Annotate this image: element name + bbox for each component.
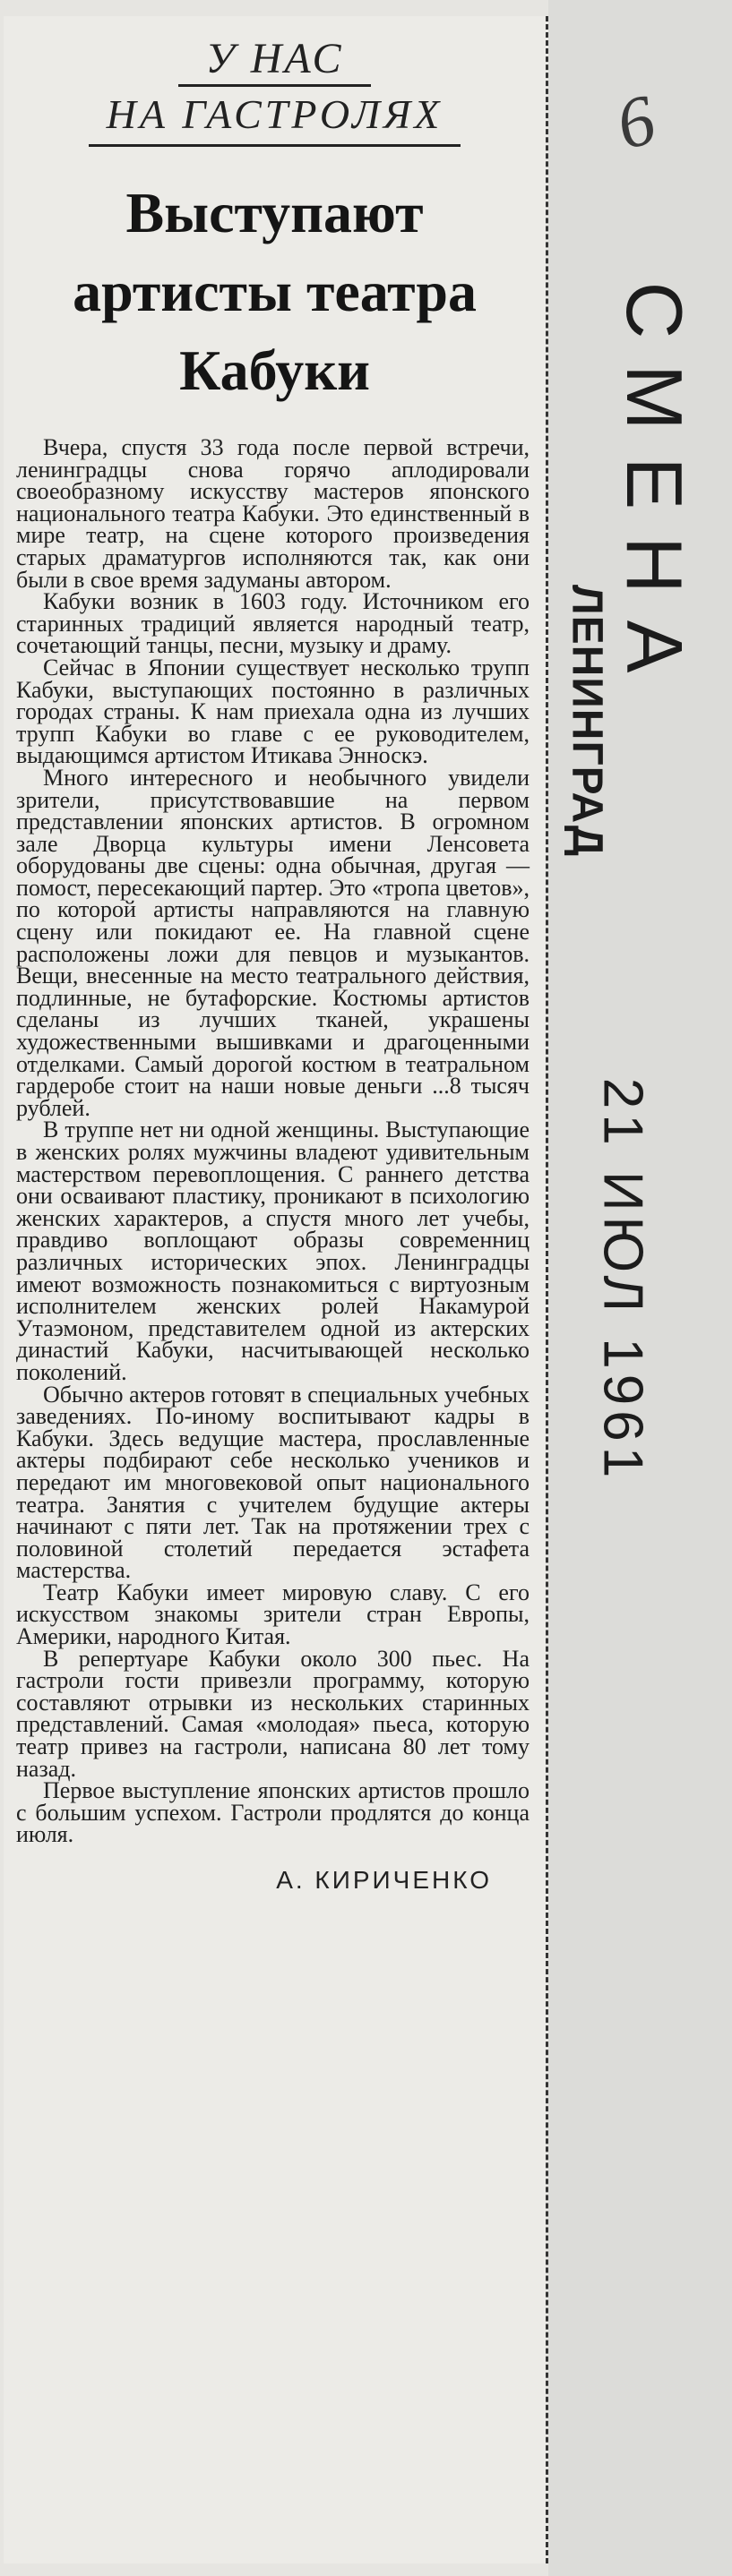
paragraph: Театр Кабуки имеет мировую славу. С его искусством знакомы зрители стран Европы, Америки, народного Китая.: [16, 1579, 530, 1650]
rubric: [4, 34, 546, 147]
stamp-city: ЛЕНИНГРАД: [563, 584, 611, 858]
stamp-newspaper-name: СМЕНА: [610, 281, 699, 700]
paragraph: Кабуки возник в 1603 году. Источником его старинных традиций является народный театр, сочетающий танцы, песни, музыку и драму.: [16, 588, 530, 659]
headline: [13, 174, 537, 410]
stamp-date: 21 ИЮЛ 1961: [591, 1077, 654, 1484]
article-column: [4, 16, 548, 2563]
headline-line-1: Выступают: [125, 181, 424, 244]
paragraph: Обычно актеров готовят в специальных учебных заведениях. По-иному воспитывают кадры в Кабуки. Здесь ведущие мастера, прославленные актеры подбирают себе несколько учеников и передают им многовековой опыт национального театра. Занятия с учителем будущие актеры начинают с пяти лет. Так на протяжении трех с половиной столетий передается эстафета мастерства.: [16, 1381, 530, 1584]
paragraph: Сейчас в Японии существует несколько трупп Кабуки, выступающих постоянно в различных городах страны. К нам приехала одна из лучших трупп Кабуки во главе с ее руководителем, выдающимся артистом Итикава Энноскэ.: [16, 654, 530, 769]
handwritten-number: 6: [608, 80, 664, 166]
paragraph: Вчера, спустя 33 года после первой встречи, ленинградцы снова горячо аплодировали своеобразному искусству мастеров японского национального театра Кабуки. Это единственный в мире театр, на сцене которого произведения старых драматургов исполняются так, как они были в свое время задуманы автором.: [16, 434, 530, 593]
paragraph: Много интересного и необычного увидели зрители, присутствовавшие на первом представлении японских артистов. В огромном зале Дворца культуры имени Ленсовета оборудованы две сцены: одна обычная, другая — помост, пересекающий партер. Это «тропа цветов», по которой артисты направляются на главную сцену или покидают ее. На главной сцене расположены ложи для певцов и музыкантов. Вещи, внесенные на место театрального действия, подлинные, не бутафорские. Костюмы артистов сделаны из лучших тканей, украшены художественными вышивками и драгоценными отделками. Самый дорогой костюм в театральном гардеробе стоит на наши новые деньги ...8 тысяч рублей.: [16, 764, 530, 1121]
rubric-line-2: НА ГАСТРОЛЯХ: [89, 87, 461, 147]
headline-line-2: артисты театра: [73, 260, 477, 323]
headline-line-3: Кабуки: [179, 338, 370, 402]
paragraph: Первое выступление японских артистов прошло с большим успехом. Гастроли продлятся до конца июля.: [16, 1777, 530, 1848]
paragraph: В репертуаре Кабуки около 300 пьес. На гастроли гости привезли программу, которую составляют отрывки из нескольких старинных представлений. Самая «молодая» пьеса, которую театр привез на гастроли, написана 80 лет тому назад.: [16, 1645, 530, 1782]
author-byline: А. КИРИЧЕНКО: [276, 1866, 492, 1894]
article-body: [4, 434, 546, 1848]
rubric-line-1: У НАС: [178, 34, 370, 87]
paragraph: В труппе нет ни одной женщины. Выступающие в женских ролях мужчины владеют удивительным мастерством перевоплощения. С раннего детства они осваивают пластику, проникают в психологию женских характеров, а спустя много лет учебы, правдиво воплощают образы современниц различных исторических эпох. Ленинградцы имеют возможность познакомиться с виртуозным исполнителем женских ролей Накамурой Утаэмоном, представителем одной из актерских династий Кабуки, насчитывающей несколько поколений.: [16, 1117, 530, 1385]
